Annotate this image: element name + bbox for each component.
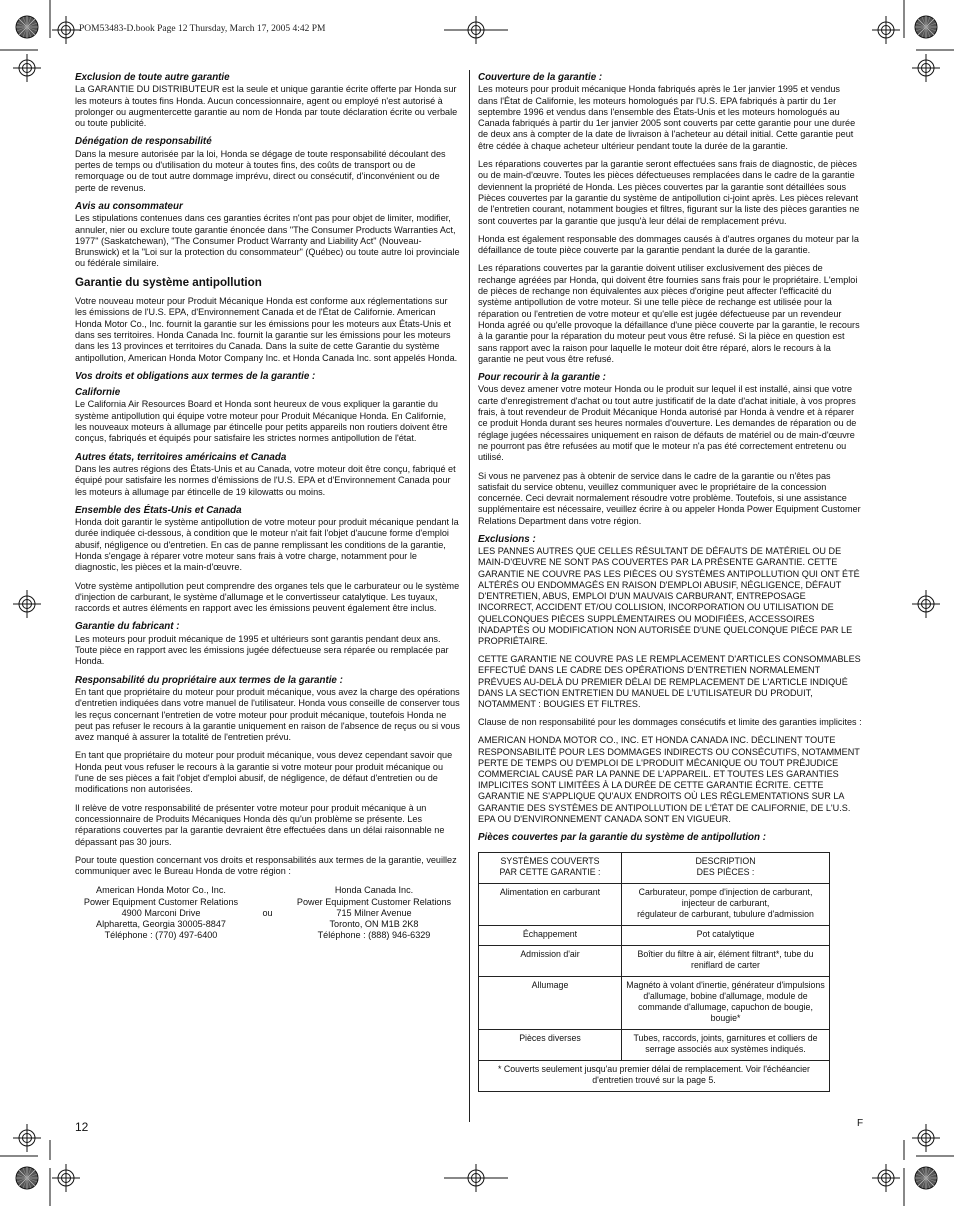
table-header-cell: DESCRIPTION DES PIÈCES :	[622, 853, 830, 884]
table-row	[479, 977, 830, 1030]
paragraph: Pour toute question concernant vos droits et responsabilités aux termes de la garantie, veuillez communiquer avec le Bureau Honda de votre région :	[75, 854, 457, 877]
paragraph: Dans la mesure autorisée par la loi, Honda se dégage de toute responsabilité découlant des pertes de temps ou d'utilisation du moteur à toutes fins, des coûts de transport ou de remorquage ou de tout autre dommage imprévu, direct ou consécutif, d'inconvénient ou de perte de revenus.	[75, 148, 446, 193]
address-line: Alpharetta, Georgia 30005-8847	[96, 919, 226, 930]
table-row	[479, 946, 830, 977]
paragraph: CETTE GARANTIE NE COUVRE PAS LE REMPLACEMENT D'ARTICLES CONSOMMABLES EFFECTUÉ DANS LE CADRE DES OPÉRATIONS D'ENTRETIEN NORMALEMENT PRÉVUES AU-DELÀ DU PREMIER DÉLAI DE REMPLACEMENT DE L'ARTICLE INDIQUÉ DANS LA SECTION ENTRETIEN DU MANUEL DE L'UTILISATEUR DU PRODUIT, NOTAMMENT : BOUGIES ET FILTRES.	[478, 654, 861, 709]
page-number: 12	[75, 1120, 89, 1134]
table-footnote-row	[479, 1061, 830, 1092]
section-title: Exclusion de toute autre garantie	[75, 72, 230, 83]
paragraph: Honda doit garantir le système antipollution de votre moteur pour produit mécanique pendant la durée indiquée ci-dessous, à condition que le moteur n'ait fait l'objet d'aucune forme d'emploi abusif, négligence ou d'entretien. En cas de panne remplissant les conditions de la garantie, Honda s'engage à réparer votre moteur sans frais à votre charge, notamment pour le diagnostic, les pièces et la main-d'œuvre.	[75, 517, 459, 573]
right-column	[478, 72, 862, 1092]
address-line: Honda Canada Inc.	[334, 885, 414, 896]
address-separator: ou	[262, 907, 273, 918]
paragraph: Vous devez amener votre moteur Honda ou le produit sur lequel il est installé, ainsi que votre carte d'enregistrement d'achat ou tout autre justificatif de la date d'achat initiale, à vos propres frais, à tout revendeur de Produit Mécanique Honda autorisé par Honda à vendre et à réparer ce produit Honda durant ses heures normales d'ouverture. Les demandes de réparation ou de réglage jugées nécessaires uniquement en raison de défauts de matériel ou de main-d'œuvre ne pourront pas être refusées au motif que le moteur n'a pas été correctement entretenu ou utilisé.	[478, 384, 857, 463]
table-cell: Tubes, raccords, joints, garnitures et colliers de serrage associés aux systèmes indiqués.	[622, 1030, 830, 1061]
table-cell: Boîtier du filtre à air, élément filtrant*, tube du reniflard de carter	[622, 946, 830, 977]
section-title: Couverture de la garantie :	[478, 72, 603, 83]
paragraph: Le California Air Resources Board et Honda sont heureux de vous expliquer la garantie du système antipollution qui équipe votre moteur pour Produit Mécanique Honda. En Californie, les nouveaux moteurs à allumage par étincelle pour petits appareils non routiers doivent être conçus, fabriqués et équipés pour satisfaire les strictes normes antipollution de l'état.	[75, 399, 448, 444]
paragraph: Honda est également responsable des dommages causés à d'autres organes du moteur par la défaillance de toute pièce couverte par la garantie pendant la durée de la garantie.	[478, 233, 859, 256]
address-line: Téléphone : (770) 497-6400	[104, 930, 218, 941]
section-title: Exclusions :	[478, 533, 536, 545]
paragraph: La GARANTIE DU DISTRIBUTEUR est la seule et unique garantie écrite offerte par Honda sur les moteurs à toutes fins Honda. Aucun concessionnaire, agent ou employé n'est autorisé à prolonger ou augmentercette garantie au nom de Honda par toute déclaration écrite ou verbale ou toute publicité.	[75, 84, 458, 129]
language-code: F	[857, 1118, 864, 1129]
section-title: Dénégation de responsabilité	[75, 136, 212, 148]
section-title: Autres états, territoires américains et Canada	[75, 451, 287, 463]
contact-addresses	[75, 885, 460, 941]
paragraph: Si vous ne parvenez pas à obtenir de service dans le cadre de la garantie ou n'êtes pas satisfait du service obtenu, veuillez communiquer avec le propriétaire de la concession concernée. Ceci devrait normalement résoudre votre problème. Toutefois, si une assistance supplémentaire est nécessaire, veuillez écrire à ou appeler Honda Power Equipment Customer Relations Department dans votre région.	[478, 470, 861, 526]
table-row	[479, 1030, 830, 1061]
table-cell: Pot catalytique	[622, 926, 830, 946]
paragraph: LES PANNES AUTRES QUE CELLES RÉSULTANT DE DÉFAUTS DE MATÉRIEL OU DE MAIN-D'ŒUVRE NE SONT PAS COUVERTES PAR LA PRÉSENTE GARANTIE. CETTE GARANTIE NE COUVRE PAS LES PIÈCES OU SYSTÈMES ANTIPOLLUTION QUI ONT ÉTÉ ALTÉRÉS OU ENDOMMAGÉS EN RAISON D'EMPLOI ABUSIF, NÉGLIGENCE, DÉFAUT D'ENTRETIEN, ABUS, EMPLOI D'UN MAUVAIS CARBURANT, ENTREPOSAGE INCORRECT, ACCIDENT ET/OU COLLISION, INCORPORATION OU UTILISATION DE QUELCONQUES PIÈCES SUPPLÉMENTAIRES OU MODIFIÉES, ACCESSOIRES INADAPTÉS OU MODIFICATION NON AUTORISÉE D'UNE QUELCONQUE PIÈCE PAR LE PROPRIÉTAIRE.	[478, 546, 860, 646]
section-title: Ensemble des États-Unis et Canada	[75, 504, 242, 516]
address-us	[75, 885, 247, 941]
address-line: 4900 Marconi Drive	[121, 907, 201, 918]
paragraph: Dans les autres régions des États-Unis et au Canada, votre moteur doit être conçu, fabriqué et équipé pour satisfaire les normes d'émissions de l'U.S. EPA et d'Environnement Canada pour les moteurs à allumage par étincelle de 19 kilowatts ou moins.	[75, 463, 456, 497]
address-line: 715 Milner Avenue	[336, 907, 412, 918]
table-header-cell: SYSTÈMES COUVERTS PAR CETTE GARANTIE :	[479, 853, 622, 884]
section-title: Responsabilité du propriétaire aux termes de la garantie :	[75, 674, 343, 686]
table-cell: Pièces diverses	[479, 1030, 622, 1061]
table-row	[479, 884, 830, 926]
paragraph: En tant que propriétaire du moteur pour produit mécanique, vous devez cependant savoir que Honda peut vous refuser le recours à la garantie si votre moteur pour produit mécanique ou l'une de ses pièces a fait l'objet d'emploi abusif, de négligence, de défaut d'entretien ou de modifications non autorisées.	[75, 750, 453, 795]
address-line: Power Equipment Customer Relations	[296, 896, 452, 907]
left-column	[75, 72, 460, 941]
table-cell: Admission d'air	[479, 946, 622, 977]
paragraph: Clause de non responsabilité pour les dommages consécutifs et limite des garanties implicites :	[478, 717, 862, 728]
table-cell: Échappement	[479, 926, 622, 946]
section-title: Vos droits et obligations aux termes de la garantie :	[75, 370, 316, 382]
address-line: Téléphone : (888) 946-6329	[317, 930, 431, 941]
paragraph: AMERICAN HONDA MOTOR CO., INC. ET HONDA CANADA INC. DÉCLINENT TOUTE RESPONSABILITÉ POUR LES DOMMAGES INDIRECTS OU CONSÉCUTIFS, NOTAMMENT PERTE DE TEMPS OU D'EMPLOI DE L'PRODUIT MÉCANIQUE OU TOUT PRÉJUDICE COMMERCIAL CAUSÉ PAR LA PANNE DE L'APPAREIL. ET TOUTES LES GARANTIES IMPLICITES SONT LIMITÉES À LA DURÉE DE CETTE GARANTIE ÉCRITE. CETTE GARANTIE NE S'APPLIQUE QU'AUX ENDROITS OÙ LES RÉGLEMENTATIONS SUR LA GARANTIE DES SYSTÈMES DE ANTIPOLLUTION DE L'ÉTAT DE CALIFORNIE, DE L'U.S. EPA OU D'ENVIRONNEMENT CANADA SONT EN VIGUEUR.	[478, 735, 860, 824]
paragraph: Les moteurs pour produit mécanique Honda fabriqués après le 1er janvier 1995 et vendus dans l'État de Californie, les moteurs homologués par l'U.S. EPA fabriqués à partir du 1er septembre 1996 et vendus dans l'ensemble des États-Unis et les moteurs homologués au Canada fabriqués à partir du 1er janvier 2005 sont couverts par cette garantie pour une durée de deux ans à compter de la date de livraison à l'acheteur au détail initial. Cette garantie peut être cédée à chaque acheteur ultérieur pendant toute la durée de la garantie.	[478, 84, 856, 151]
table-cell: Carburateur, pompe d'injection de carburant, injecteur de carburant, régulateur de carburant, tubulure d'admission	[622, 884, 830, 926]
section-title: Pièces couvertes par la garantie du système de antipollution :	[478, 832, 767, 844]
paragraph: Votre nouveau moteur pour Produit Mécanique Honda est conforme aux réglementations sur les émissions de l'U.S. EPA, d'Environnement Canada et de l'État de Californie. American Honda Motor Co., Inc. fournit la garantie sur les émissions pour les moteurs aux États-Unis et dans ses territoires. Honda Canada Inc. fournit la garantie sur les émissions pour les moteurs dans les 13 provinces et territoires du Canada. Dans la suite de cette Garantie du système antipollution, American Honda Motor Company Inc. et Honda Canada Inc. sont appelés Honda.	[75, 296, 458, 363]
table-cell: Allumage	[479, 977, 622, 1030]
column-divider	[469, 70, 470, 1122]
print-header: POM53483-D.book Page 12 Thursday, March 17, 2005 4:42 PM	[79, 24, 326, 34]
address-line: American Honda Motor Co., Inc.	[96, 885, 226, 896]
paragraph: Les réparations couvertes par la garantie seront effectuées sans frais de diagnostic, de pièces ou de main-d'œuvre. Toutes les pièces défectueuses remplacées dans le cadre de la garantie deviennent la propriété de Honda. Les pièces couvertes par la garantie sont détaillées sous Pièces couvertes par la garantie du système de antipollution ci-joint après. Les pièces relevant de l'entretien courant, notamment bougies et filtres, figurant sur la liste des pièces garanties ne sont couvertes par la garantie que jusqu'à leur délai de remplacement prévu.	[478, 159, 860, 226]
section-title: Pour recourir à la garantie :	[478, 372, 606, 384]
address-line: Toronto, ON M1B 2K8	[329, 919, 419, 930]
section-title: Avis au consommateur	[75, 200, 183, 212]
address-line: Power Equipment Customer Relations	[83, 896, 239, 907]
paragraph: Votre système antipollution peut comprendre des organes tels que le carburateur ou le système d'injection de carburant, le système d'allumage et le convertisseur catalytique. Les tuyaux, raccords et autres éléments en rapport avec les émissions peuvent également être inclus.	[75, 580, 460, 614]
table-row	[479, 926, 830, 946]
table-cell: Alimentation en carburant	[479, 884, 622, 926]
section-title: Californie	[75, 387, 121, 399]
section-heading: Garantie du système antipollution	[75, 275, 262, 289]
paragraph: En tant que propriétaire du moteur pour produit mécanique, vous avez la charge des opérations d'entretien indiquées dans votre manuel de l'utilisateur. Honda vous conseille de conserver tous les reçus concernant l'entretien de votre moteur pour produit mécanique, toutefois Honda ne peut pas refuser le recours à la garantie uniquement en raison de l'absence de reçus ou si vous avez manqué à assurer la totalité de l'entretien prévu.	[75, 686, 460, 743]
table-cell: Magnéto à volant d'inertie, générateur d'impulsions d'allumage, bobine d'allumage, module de commande d'allumage, capuchon de bougie, bougie*	[622, 977, 830, 1030]
section-title: Garantie du fabricant :	[75, 621, 180, 633]
paragraph: Les moteurs pour produit mécanique de 1995 et ultérieurs sont garantis pendant deux ans. Toute pièce en rapport avec les émissions jugée défectueuse sera réparée ou remplacée par Honda.	[75, 633, 449, 667]
paragraph: Les stipulations contenues dans ces garanties écrites n'ont pas pour objet de limiter, modifier, annuler, nier ou exclure toute garantie énoncée dans "The Consumer Products Warranties Act, 1977" (Saskatchewan), "The Consumer Product Warranty and Liability Act" (Nouveau-Brunswick) et la "Loi sur la protection du consommateur" (Québec) ou toute autre loi provinciale ou fédérale similaire.	[75, 213, 460, 269]
address-canada	[288, 885, 460, 941]
covered-parts-table	[478, 852, 830, 1092]
table-footnote: * Couverts seulement jusqu'au premier délai de remplacement. Voir l'échéancier d'entretien trouvé sur la page 5.	[479, 1061, 830, 1092]
table-header-row	[479, 853, 830, 884]
paragraph: Les réparations couvertes par la garantie doivent utiliser exclusivement des pièces de rechange agréées par Honda, qui doivent être fournies sans frais pour le propriétaire. L'emploi de pièces de rechange non équivalentes aux pièces d'origine peut affecter l'efficacité du système antipollution de votre moteur. Si une telle pièce de rechange est utilisée pour la réparation ou l'entretien de votre moteur et qu'elle est jugée défectueuse par un revendeur Honda agréé ou qu'elle provoque la défaillance d'une pièce couverte par la garantie, le recours à la garantie pour la réparation du moteur peut vous être refusé. Si la pièce en question est sans rapport avec la raison pour laquelle le moteur doit être réparé, alors le recours à la garantie ne peut vous être refusé.	[478, 263, 860, 364]
paragraph: Il relève de votre responsabilité de présenter votre moteur pour produit mécanique à un concessionnaire de Produits Mécaniques Honda dès qu'un problème se présente. Les réparations couvertes par la garantie devraient être effectuées dans un délai raisonnable ne dépassant pas 30 jours.	[75, 802, 445, 847]
